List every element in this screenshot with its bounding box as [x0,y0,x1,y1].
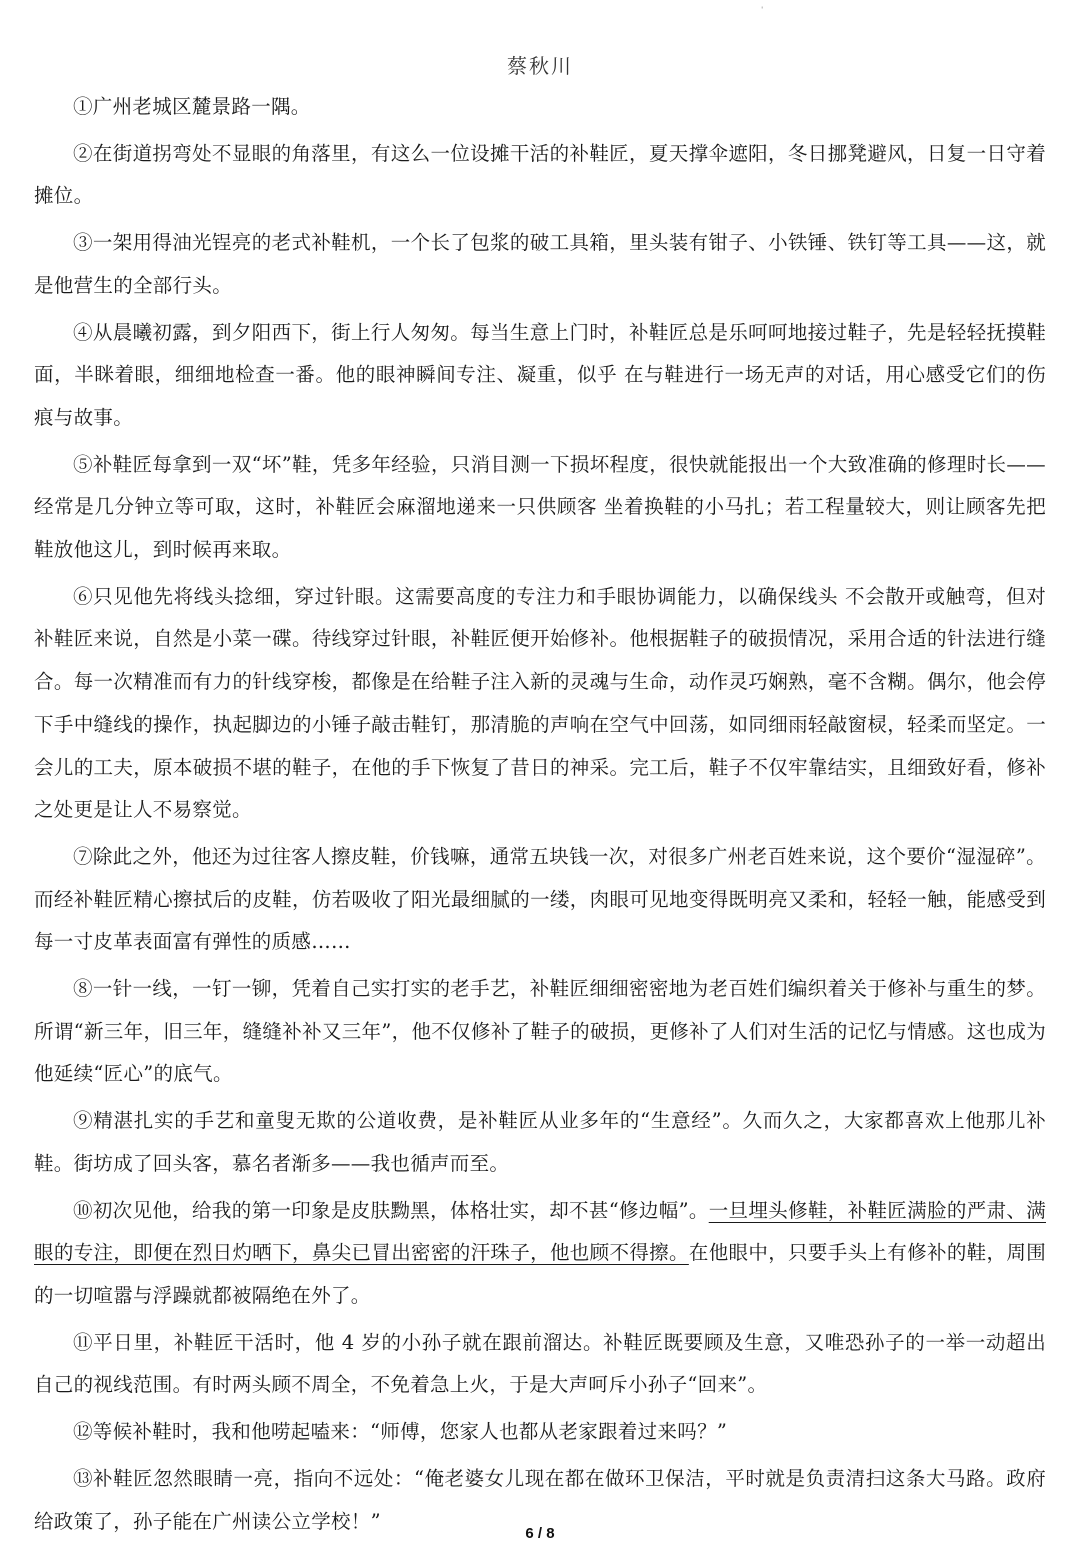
paragraph-1: ①广州老城区麓景路一隅。 [73,95,311,118]
paragraph-7: ⑦除此之外，他还为过往客人擦皮鞋，价钱嘛，通常五块钱一次，对很多广州老百姓来说，这个要价“湿湿碎”。而经补鞋匠精心擦拭后的皮鞋，仿若吸收了阳光最细腻的一缕，肉眼可见地变得既明亮又柔和，轻轻一触，能感受到每一寸皮革表面富有弹性的质感…… [34,844,1046,954]
paragraph-13: ⑬补鞋匠忽然眼睛一亮，指向不远处：“俺老婆女儿现在都在做环卫保洁，平时就是负责清扫这条大马路。政府给政策了，孙子能在广州读公立学校！” [34,1466,1046,1533]
underlined-sentence: 一旦埋头修鞋，补鞋匠满脸的严肃、满眼的专注，即便在烈日灼晒下，鼻尖已冒出密密的汗珠子，他也顾不得擦。 [34,1198,1046,1265]
paragraph-4: ④从晨曦初露，到夕阳西下，街上行人匆匆。每当生意上门时，补鞋匠总是乐呵呵地接过鞋子，先是轻轻抚摸鞋面，半眯着眼，细细地检查一番。他的眼神瞬间专注、凝重，似乎 在与鞋进行一场无声的对话，用心感受它们的伤痕与故事。 [34,320,1046,429]
paragraph-9: ⑨精湛扎实的手艺和童叟无欺的公道收费，是补鞋匠从业多年的“生意经”。久而久之，大家都喜欢上他那儿补鞋。街坊成了回头客，慕名者渐多——我也循声而至。 [34,1109,1046,1175]
scan-mark: ˈ [761,6,764,15]
paragraph-10 [34,1190,1046,1318]
paragraph-10-lead: ⑩初次见他，给我的第一印象是皮肤黝黑，体格壮实，却不甚“修边幅”。 [73,1198,709,1222]
paragraph-5: ⑤补鞋匠每拿到一双“坏”鞋，凭多年经验，只消目测一下损坏程度，很快就能报出一个大致准确的修理时长——经常是几分钟立等可取，这时，补鞋匠会麻溜地递来一只供顾客 坐着换鞋的小马扎；若工程量较大，则让顾客先把鞋放他这儿，到时候再来取。 [34,452,1046,562]
paragraph-6: ⑥只见他先将线头捻细，穿过针眼。这需要高度的专注力和手眼协调能力，以确保线头 不会散开或触弯，但对补鞋匠来说，自然是小菜一碟。待线穿过针眼，补鞋匠便开始修补。他根据鞋子的破损情况，采用合适的针法进行缝合。每一次精准而有力的针线穿梭，都像是在给鞋子注入新的灵魂与生命，动作灵巧娴熟，毫不含糊。偶尔，他会停下手中缝线的操作，执起脚边的小锤子敲击鞋钉，那清脆的声响在空气中回荡，如同细雨轻敲窗棂，轻柔而坚定。一会儿的工夫，原本破损不堪的鞋子，在他的手下恢复了昔日的神采。完工后，鞋子不仅牢靠结实，且细致好看，修补之处更是让人不易察觉。 [34,584,1046,822]
article-body [34,86,1046,1547]
author-name: 蔡秋川 [507,54,573,78]
paragraph-10-tail: 在他眼中，只要手头上有修补的鞋，周围的一切喧嚣与浮躁就都被隔绝在外了。 [34,1241,1046,1307]
page-number: 6 / 8 [525,1525,555,1542]
paragraph-8: ⑧一针一线，一钉一铆，凭着自己实打实的老手艺，补鞋匠细细密密地为老百姓们编织着关于修补与重生的梦。所谓“新三年，旧三年，缝缝补补又三年”，他不仅修补了鞋子的破损，更修补了人们对生活的记忆与情感。这也成为他延续“匠心”的底气。 [34,977,1046,1086]
paragraph-11: ⑪平日里，补鞋匠干活时，他 4 岁的小孙子就在跟前溜达。补鞋匠既要顾及生意，又唯恐孙子的一举一动超出自己的视线范围。有时两头顾不周全，不免着急上火，于是大声呵斥小孙子“回来”。 [34,1330,1046,1397]
paragraph-2: ②在街道拐弯处不显眼的角落里，有这么一位设摊干活的补鞋匠，夏天撑伞遮阳，冬日挪凳避风，日复一日守着摊位。 [34,141,1046,208]
paragraph-3: ③一架用得油光锃亮的老式补鞋机，一个长了包浆的破工具箱，里头装有钳子、小铁锤、铁钉等工具——这，就是他营生的全部行头。 [34,231,1046,297]
paragraph-12: ⑫等候补鞋时，我和他唠起嗑来：“师傅，您家人也都从老家跟着过来吗？” [73,1420,728,1444]
